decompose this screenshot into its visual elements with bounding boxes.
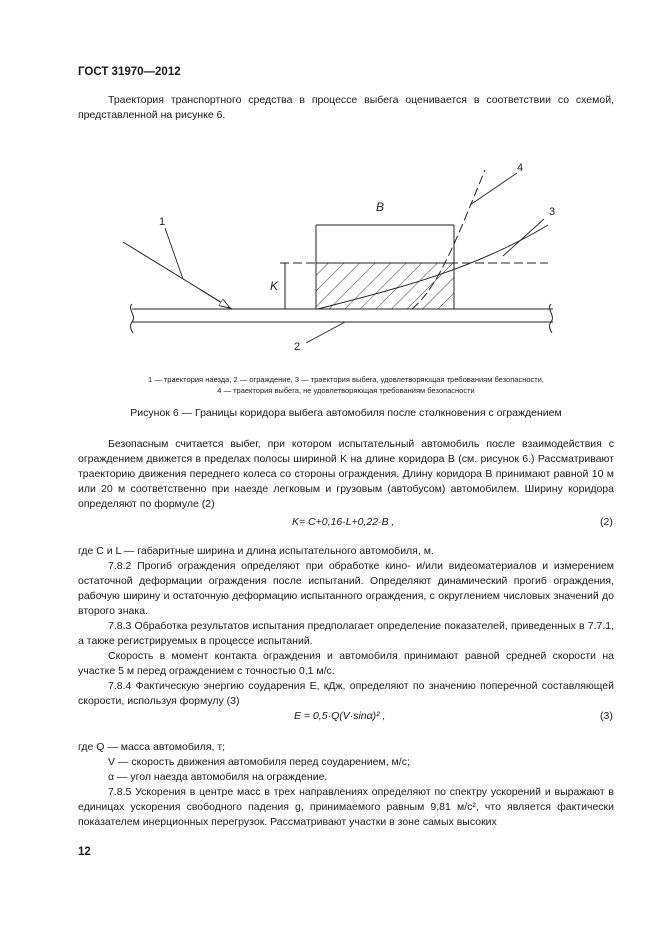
guardrail-left-break: [130, 304, 133, 333]
document-header: ГОСТ 31970—2012: [78, 66, 181, 78]
paragraph-7-8-4: 7.8.4 Фактическую энергию соударения E, кДж, определяют по значению поперечной составляющей скорости, используя формулу (3): [78, 680, 614, 707]
label-3: 3: [549, 206, 556, 218]
page-number: 12: [78, 846, 91, 858]
intro-paragraph: Траектория транспортного средства в процессе выбега оценивается в соответствии со схемой, представленной на рисунке 6.: [78, 94, 614, 121]
where-alpha: α — угол наезда автомобиля на ограждение.: [108, 771, 328, 783]
approach-trajectory-arrow: [200, 290, 230, 309]
figure-title: Рисунок 6 — Границы коридора выбега автомобиля после столкновения с ограждением: [130, 407, 562, 419]
formula-3: E = 0,5·Q(V·sinα)² ,: [294, 710, 386, 722]
legend-line-2: 4 — траектория выбега, не удовлетворяющая требованиям безопасности: [217, 386, 475, 395]
formula-2-number: (2): [600, 516, 613, 528]
leader-line-1: [165, 228, 183, 279]
where-q: где Q — масса автомобиля, т;: [78, 741, 226, 753]
paragraph-7-8-3: 7.8.3 Обработка результатов испытания предполагает определение показателей, приведенных в 7.7.1, а также регистрируемых в процессе испытаний.: [78, 620, 614, 647]
where-v: V — скорость движения автомобиля перед соударением, м/с;: [108, 756, 410, 768]
leader-line-2: [306, 322, 345, 343]
paragraph-7-8-2: 7.8.2 Прогиб ограждения определяют при обработке кино- и/или видеоматериалов и измерением остаточной деформации ограждения после испытаний. Определяют динамический прогиб ограждения, рабочую ширину и остаточную деформацию испытанного ограждения, с округлением числовых значений до второго знака.: [78, 560, 614, 617]
where-c-l: где C и L — габаритные ширина и длина испытательного автомобиля, м.: [78, 545, 434, 557]
corridor-hatched-area: [316, 263, 454, 309]
dimension-b-label: B: [376, 200, 385, 214]
label-2: 2: [294, 341, 301, 353]
dimension-k-label: K: [270, 279, 279, 293]
leader-line-3: [503, 219, 544, 256]
paragraph-safe-exit: Безопасным считается выбег, при котором испытательный автомобиль после взаимодействия с ограждением движется в пределах полосы шириной K на длине коридора B (см. рисунок 6.) Рассматривают траекторию движения переднего колеса со стороны ограждения. Длину коридора B принимают равной 10 м или 20 м соответственно при наезде легковым и грузовым (автобусом) автомобилем. Ширину коридора определяют по формуле (2): [78, 438, 614, 510]
formula-2: K= C+0,16·L+0,22·B ,: [292, 516, 395, 528]
guardrail-right-break: [549, 304, 552, 333]
figure-legend: [78, 374, 614, 396]
paragraph-7-8-5: 7.8.5 Ускорения в центре масс в трех направлениях определяют по спектру ускорений и выражают в единицах ускорения свободного падения g, принимаемого равным 9,81 м/с², что является фактически показателем инерционных перегрузок. Рассматривают участки в зоне самых высоких: [78, 786, 614, 828]
formula-3-number: (3): [600, 710, 613, 722]
label-4: 4: [517, 162, 524, 174]
paragraph-speed: Скорость в момент контакта ограждения и автомобиля принимают равной средней скорости на участке 5 м перед ограждением с точностью 0,1 м/с.: [78, 650, 614, 677]
label-1: 1: [159, 216, 166, 228]
legend-line-1: 1 — траектория наезда, 2 — ограждение, 3 — траектория выбега, удовлетворяющая требованиям безопасности,: [148, 375, 544, 384]
